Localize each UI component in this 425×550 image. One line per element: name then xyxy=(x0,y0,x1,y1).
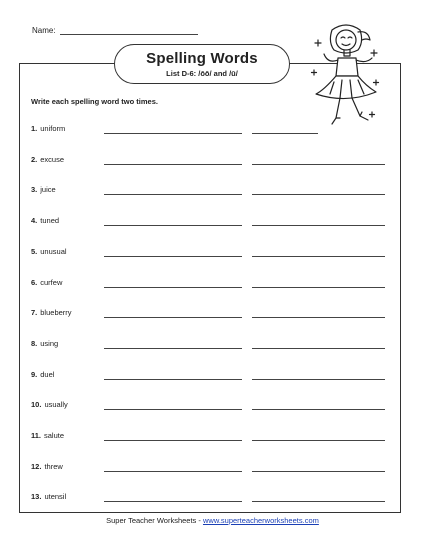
writing-line-second[interactable] xyxy=(252,317,385,318)
word-number: 7. xyxy=(31,308,38,317)
word-row xyxy=(31,308,72,320)
writing-line-second[interactable] xyxy=(252,287,385,288)
writing-line-second[interactable] xyxy=(252,164,385,165)
word-row xyxy=(31,216,59,228)
dancing-girl-illustration xyxy=(306,20,388,138)
spelling-word: unusual xyxy=(40,247,67,256)
word-number: 2. xyxy=(31,155,38,164)
word-row xyxy=(31,339,58,351)
footer xyxy=(0,516,425,525)
writing-line-second[interactable] xyxy=(252,194,385,195)
spelling-word: duel xyxy=(40,370,55,379)
writing-line-second[interactable] xyxy=(252,225,385,226)
writing-line-first[interactable] xyxy=(104,287,242,288)
word-row xyxy=(31,124,65,136)
writing-line-second[interactable] xyxy=(252,133,318,134)
word-row xyxy=(31,431,64,443)
word-number: 8. xyxy=(31,339,38,348)
word-row xyxy=(31,278,62,290)
word-row xyxy=(31,370,54,382)
writing-line-first[interactable] xyxy=(104,225,242,226)
word-row xyxy=(31,462,63,474)
spelling-word: excuse xyxy=(40,155,65,164)
word-row xyxy=(31,247,67,259)
name-label: Name: xyxy=(32,26,56,35)
word-row xyxy=(31,492,66,504)
writing-line-first[interactable] xyxy=(104,471,242,472)
word-number: 6. xyxy=(31,278,38,287)
word-row xyxy=(31,400,68,412)
word-number: 12. xyxy=(31,462,42,471)
writing-line-first[interactable] xyxy=(104,164,242,165)
writing-line-second[interactable] xyxy=(252,501,385,502)
writing-line-second[interactable] xyxy=(252,256,385,257)
name-field-line[interactable] xyxy=(60,26,198,35)
word-number: 3. xyxy=(31,185,38,194)
spelling-word: threw xyxy=(44,462,63,471)
writing-line-first[interactable] xyxy=(104,348,242,349)
spelling-word: tuned xyxy=(40,216,60,225)
writing-line-first[interactable] xyxy=(104,440,242,441)
writing-line-first[interactable] xyxy=(104,409,242,410)
word-number: 5. xyxy=(31,247,38,256)
word-row xyxy=(31,155,64,167)
writing-line-second[interactable] xyxy=(252,440,385,441)
footer-text: Super Teacher Worksheets - xyxy=(106,516,203,525)
writing-line-first[interactable] xyxy=(104,317,242,318)
name-row xyxy=(32,26,198,35)
spelling-word: usually xyxy=(44,400,68,409)
word-number: 9. xyxy=(31,370,38,379)
word-number: 10. xyxy=(31,400,42,409)
spelling-word: utensil xyxy=(44,492,67,501)
word-number: 13. xyxy=(31,492,42,501)
spelling-word: curfew xyxy=(40,278,63,287)
word-number: 4. xyxy=(31,216,38,225)
word-row xyxy=(31,185,56,197)
title-banner xyxy=(114,44,290,84)
list-subtitle: List D-6: /ōō/ and /ū/ xyxy=(166,69,238,78)
writing-line-second[interactable] xyxy=(252,471,385,472)
word-number: 11. xyxy=(31,431,42,440)
spelling-word: blueberry xyxy=(40,308,72,317)
writing-line-first[interactable] xyxy=(104,194,242,195)
writing-line-first[interactable] xyxy=(104,133,242,134)
spelling-word: uniform xyxy=(40,124,66,133)
spelling-word: juice xyxy=(40,185,56,194)
writing-line-second[interactable] xyxy=(252,409,385,410)
instructions: Write each spelling word two times. xyxy=(31,97,158,106)
writing-line-first[interactable] xyxy=(104,379,242,380)
writing-line-second[interactable] xyxy=(252,348,385,349)
footer-link[interactable]: www.superteacherworksheets.com xyxy=(202,516,319,525)
word-number: 1. xyxy=(31,124,38,133)
spelling-word: salute xyxy=(44,431,65,440)
writing-line-first[interactable] xyxy=(104,256,242,257)
spelling-word: using xyxy=(40,339,59,348)
page-title: Spelling Words xyxy=(146,50,258,67)
writing-line-first[interactable] xyxy=(104,501,242,502)
writing-line-second[interactable] xyxy=(252,379,385,380)
